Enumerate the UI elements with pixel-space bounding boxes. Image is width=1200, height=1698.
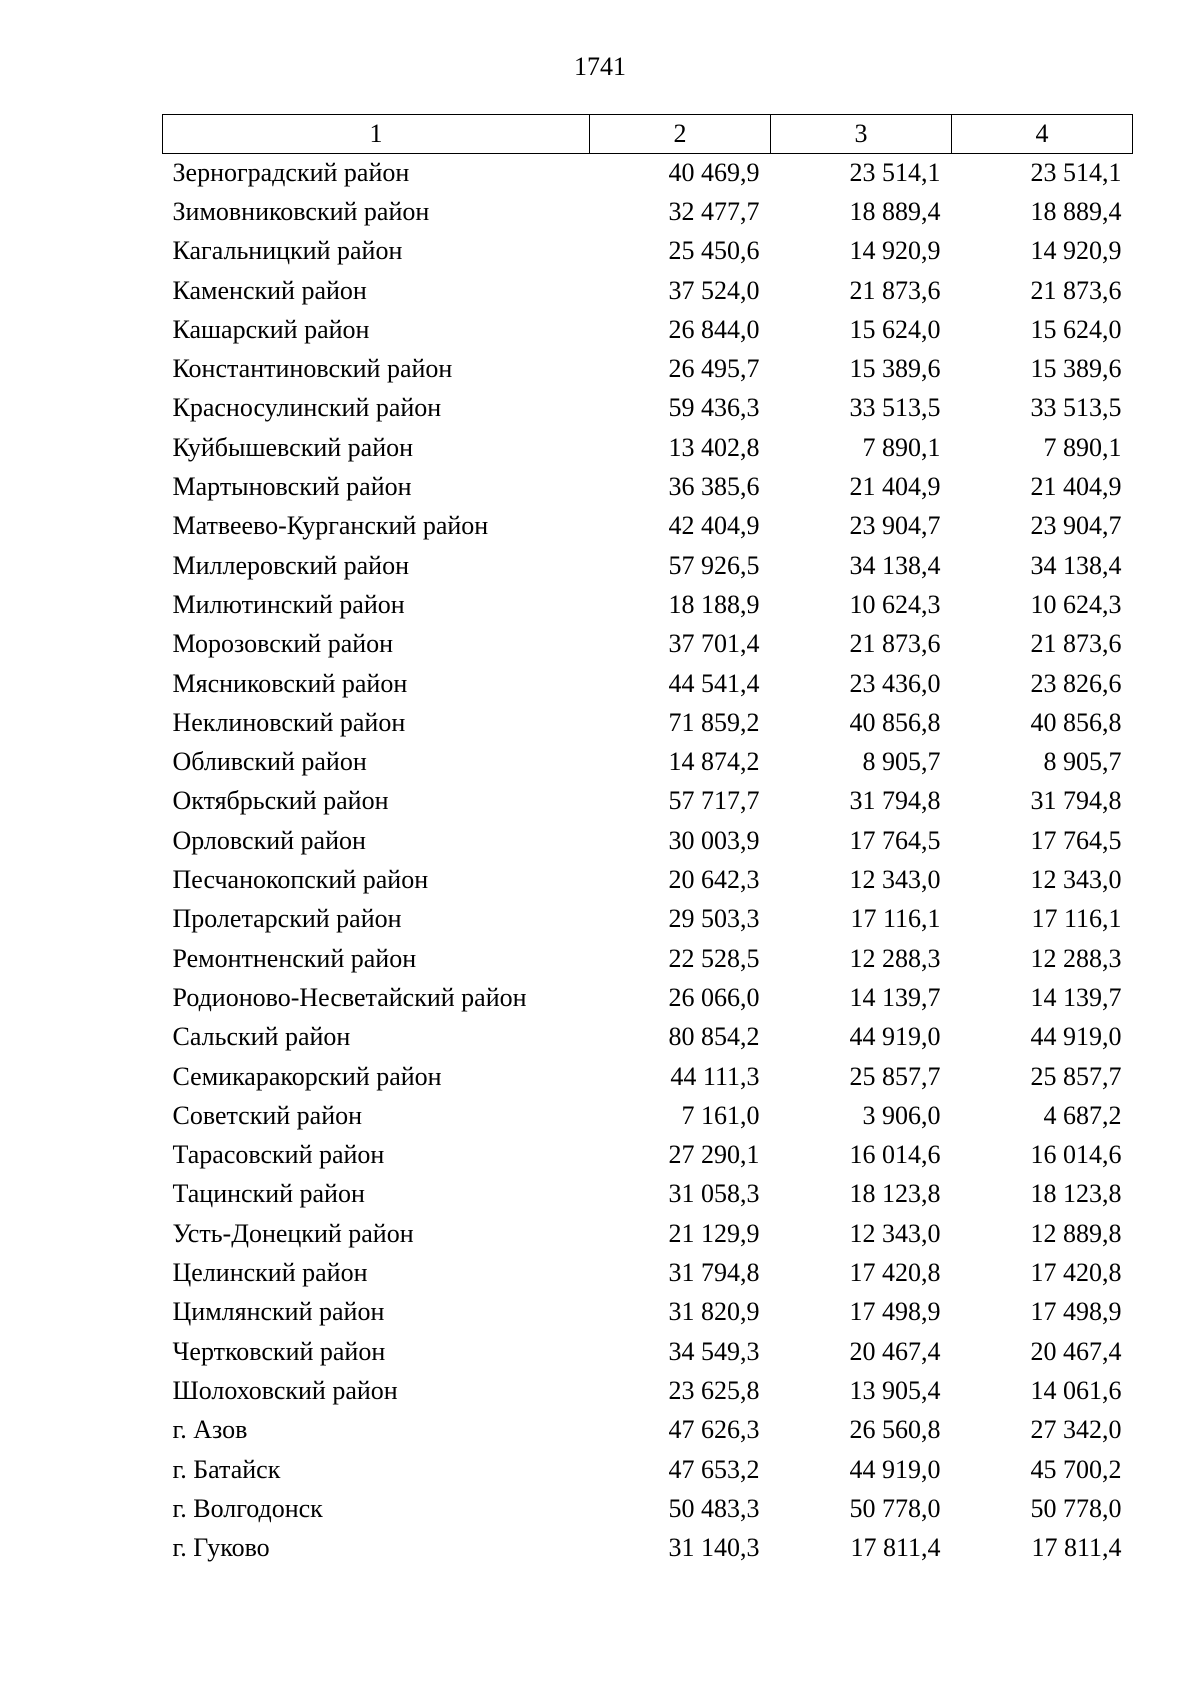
district-name-cell: Усть-Донецкий район [172, 1218, 414, 1248]
value-cell-col-2: 29 503,3 [668, 904, 760, 934]
district-name-cell: г. Волгодонск [172, 1493, 323, 1523]
value-cell-col-3: 14 139,7 [849, 982, 941, 1012]
table-row [163, 1174, 1133, 1213]
table-row [163, 585, 1133, 624]
value-cell-col-4: 23 826,6 [1030, 668, 1122, 698]
header-row [163, 115, 1133, 154]
value-cell-col-3: 17 764,5 [849, 825, 941, 855]
value-cell-col-4: 34 138,4 [1030, 550, 1122, 580]
value-cell-col-2: 37 701,4 [668, 629, 760, 659]
value-cell-col-4: 17 498,9 [1030, 1297, 1122, 1327]
value-cell-col-4: 8 905,7 [1043, 747, 1122, 777]
table-row [163, 978, 1133, 1017]
value-cell-col-4: 4 687,2 [1043, 1100, 1122, 1130]
value-cell-col-4: 18 123,8 [1030, 1179, 1122, 1209]
value-cell-col-3: 21 873,6 [849, 629, 941, 659]
value-cell-col-4: 50 778,0 [1030, 1493, 1122, 1523]
value-cell-col-2: 18 188,9 [668, 589, 760, 619]
value-cell-col-2: 36 385,6 [668, 472, 760, 502]
value-cell-col-3: 40 856,8 [849, 707, 941, 737]
table-row [163, 192, 1133, 231]
district-name-cell: Кагальницкий район [172, 236, 403, 266]
district-name-cell: Ремонтненский район [172, 943, 417, 973]
table-row [163, 349, 1133, 388]
value-cell-col-4: 40 856,8 [1030, 707, 1122, 737]
value-cell-col-3: 23 436,0 [849, 668, 941, 698]
value-cell-col-3: 21 873,6 [849, 275, 941, 305]
value-cell-col-3: 15 624,0 [849, 314, 941, 344]
value-cell-col-4: 25 857,7 [1030, 1061, 1122, 1091]
value-cell-col-4: 21 873,6 [1030, 629, 1122, 659]
value-cell-col-2: 26 066,0 [668, 982, 760, 1012]
district-name-cell: Морозовский район [172, 629, 394, 659]
table-row [163, 781, 1133, 820]
value-cell-col-3: 17 420,8 [849, 1258, 941, 1288]
page-number: 1741 [574, 52, 626, 81]
value-cell-col-2: 44 541,4 [668, 668, 760, 698]
value-cell-col-4: 14 139,7 [1030, 982, 1122, 1012]
table-row [163, 1017, 1133, 1056]
district-name-cell: Октябрьский район [172, 786, 389, 816]
table-row [163, 1450, 1133, 1489]
column-header-1: 1 [163, 115, 590, 154]
value-cell-col-3: 31 794,8 [849, 786, 941, 816]
value-cell-col-3: 7 890,1 [862, 432, 941, 462]
value-cell-col-2: 31 820,9 [668, 1297, 760, 1327]
table-body [163, 154, 1133, 1568]
district-name-cell: Целинский район [172, 1258, 368, 1288]
value-cell-col-3: 18 889,4 [849, 197, 941, 226]
value-cell-col-2: 37 524,0 [668, 275, 760, 305]
value-cell-col-3: 12 343,0 [849, 865, 941, 895]
value-cell-col-2: 23 625,8 [668, 1375, 760, 1405]
value-cell-col-4: 21 873,6 [1030, 275, 1122, 305]
table-row [163, 506, 1133, 545]
value-cell-col-2: 13 402,8 [668, 432, 760, 462]
column-header-4: 4 [952, 115, 1133, 154]
table-row [163, 821, 1133, 860]
table-row [163, 624, 1133, 663]
value-cell-col-4: 20 467,4 [1030, 1336, 1122, 1366]
value-cell-col-4: 16 014,6 [1030, 1140, 1122, 1170]
table-row [163, 1292, 1133, 1331]
table-row [163, 1135, 1133, 1174]
table-row [163, 742, 1133, 781]
value-cell-col-4: 45 700,2 [1030, 1454, 1122, 1484]
district-name-cell: Родионово-Несветайский район [172, 982, 527, 1012]
district-name-cell: Матвеево-Курганский район [172, 511, 489, 541]
value-cell-col-2: 34 549,3 [668, 1336, 760, 1366]
value-cell-col-2: 57 717,7 [668, 786, 760, 816]
value-cell-col-3: 23 514,1 [849, 158, 941, 187]
district-name-cell: Куйбышевский район [172, 432, 414, 462]
value-cell-col-2: 14 874,2 [668, 747, 760, 777]
value-cell-col-4: 17 420,8 [1030, 1258, 1122, 1288]
value-cell-col-4: 17 811,4 [1031, 1533, 1122, 1563]
value-cell-col-2: 71 859,2 [668, 707, 760, 737]
district-name-cell: Семикаракорский район [172, 1061, 442, 1091]
table-row [163, 231, 1133, 270]
value-cell-col-2: 26 495,7 [668, 354, 760, 384]
data-table-container [162, 114, 1132, 1567]
district-name-cell: Тарасовский район [172, 1140, 385, 1170]
table-header [163, 115, 1133, 154]
table-row [163, 1489, 1133, 1528]
table-row [163, 271, 1133, 310]
district-name-cell: Чертковский район [172, 1336, 386, 1366]
value-cell-col-2: 59 436,3 [668, 393, 760, 423]
value-cell-col-2: 30 003,9 [668, 825, 760, 855]
value-cell-col-3: 15 389,6 [849, 354, 941, 384]
district-name-cell: Мясниковский район [172, 668, 408, 698]
table-row [163, 1332, 1133, 1371]
district-name-cell: Тацинский район [172, 1179, 365, 1209]
value-cell-col-3: 14 920,9 [849, 236, 941, 266]
value-cell-col-3: 17 498,9 [849, 1297, 941, 1327]
value-cell-col-4: 21 404,9 [1030, 472, 1122, 502]
district-name-cell: Мартыновский район [172, 472, 412, 502]
value-cell-col-3: 12 288,3 [849, 943, 941, 973]
value-cell-col-4: 14 920,9 [1030, 236, 1122, 266]
table-row [163, 428, 1133, 467]
table-row [163, 388, 1133, 427]
value-cell-col-4: 17 764,5 [1030, 825, 1122, 855]
value-cell-col-4: 12 889,8 [1030, 1218, 1122, 1248]
district-name-cell: Шолоховский район [172, 1375, 398, 1405]
value-cell-col-3: 44 919,0 [849, 1454, 941, 1484]
value-cell-col-4: 15 389,6 [1030, 354, 1122, 384]
value-cell-col-2: 44 111,3 [670, 1061, 760, 1091]
value-cell-col-4: 33 513,5 [1030, 393, 1122, 423]
value-cell-col-2: 80 854,2 [668, 1022, 760, 1052]
table-row [163, 546, 1133, 585]
value-cell-col-4: 12 288,3 [1030, 943, 1122, 973]
district-name-cell: Сальский район [172, 1022, 351, 1052]
value-cell-col-3: 50 778,0 [849, 1493, 941, 1523]
value-cell-col-3: 17 811,4 [850, 1533, 941, 1563]
district-name-cell: Миллеровский район [172, 550, 410, 580]
table-row [163, 939, 1133, 978]
district-name-cell: Советский район [172, 1100, 363, 1130]
value-cell-col-3: 17 116,1 [850, 904, 941, 934]
table-row [163, 860, 1133, 899]
table-row [163, 1528, 1133, 1567]
district-name-cell: Милютинский район [172, 589, 405, 619]
table-row [163, 664, 1133, 703]
district-name-cell: Зерноградский район [172, 158, 410, 187]
value-cell-col-2: 25 450,6 [668, 236, 760, 266]
district-name-cell: Пролетарский район [172, 904, 402, 934]
district-name-cell: Зимовниковский район [172, 197, 430, 226]
value-cell-col-3: 26 560,8 [849, 1415, 941, 1445]
table-row [163, 1410, 1133, 1449]
value-cell-col-3: 3 906,0 [862, 1100, 941, 1130]
value-cell-col-2: 50 483,3 [668, 1493, 760, 1523]
value-cell-col-3: 8 905,7 [862, 747, 941, 777]
table-row [163, 1057, 1133, 1096]
value-cell-col-2: 42 404,9 [668, 511, 760, 541]
value-cell-col-4: 14 061,6 [1030, 1375, 1122, 1405]
value-cell-col-2: 57 926,5 [668, 550, 760, 580]
table-row [163, 1253, 1133, 1292]
district-name-cell: г. Гуково [172, 1533, 270, 1563]
table-row [163, 310, 1133, 349]
value-cell-col-4: 23 514,1 [1030, 158, 1122, 187]
value-cell-col-3: 23 904,7 [849, 511, 941, 541]
district-name-cell: Цимлянский район [172, 1297, 385, 1327]
value-cell-col-2: 20 642,3 [668, 865, 760, 895]
value-cell-col-4: 10 624,3 [1030, 589, 1122, 619]
value-cell-col-2: 40 469,9 [668, 158, 760, 187]
district-name-cell: Каменский район [172, 275, 367, 305]
value-cell-col-2: 7 161,0 [681, 1100, 760, 1130]
value-cell-col-4: 12 343,0 [1030, 865, 1122, 895]
district-name-cell: Орловский район [172, 825, 366, 855]
value-cell-col-2: 22 528,5 [668, 943, 760, 973]
value-cell-col-3: 12 343,0 [849, 1218, 941, 1248]
data-table [162, 114, 1133, 1567]
district-name-cell: г. Азов [172, 1415, 248, 1445]
value-cell-col-2: 27 290,1 [668, 1140, 760, 1170]
value-cell-col-3: 33 513,5 [849, 393, 941, 423]
table-row [163, 1371, 1133, 1410]
value-cell-col-4: 17 116,1 [1031, 904, 1122, 934]
district-name-cell: Обливский район [172, 747, 367, 777]
value-cell-col-3: 21 404,9 [849, 472, 941, 502]
value-cell-col-2: 31 058,3 [668, 1179, 760, 1209]
table-row [163, 1214, 1133, 1253]
value-cell-col-4: 18 889,4 [1030, 197, 1122, 226]
value-cell-col-3: 10 624,3 [849, 589, 941, 619]
district-name-cell: Неклиновский район [172, 707, 406, 737]
value-cell-col-4: 27 342,0 [1030, 1415, 1122, 1445]
value-cell-col-3: 18 123,8 [849, 1179, 941, 1209]
value-cell-col-3: 44 919,0 [849, 1022, 941, 1052]
value-cell-col-2: 31 794,8 [668, 1258, 760, 1288]
value-cell-col-3: 13 905,4 [849, 1375, 941, 1405]
column-header-2: 2 [590, 115, 771, 154]
value-cell-col-4: 23 904,7 [1030, 511, 1122, 541]
value-cell-col-4: 44 919,0 [1030, 1022, 1122, 1052]
district-name-cell: Красносулинский район [172, 393, 442, 423]
value-cell-col-3: 34 138,4 [849, 550, 941, 580]
value-cell-col-2: 26 844,0 [668, 314, 760, 344]
table-row [163, 467, 1133, 506]
district-name-cell: г. Батайск [172, 1454, 281, 1484]
value-cell-col-2: 47 626,3 [668, 1415, 760, 1445]
column-header-3: 3 [771, 115, 952, 154]
value-cell-col-4: 31 794,8 [1030, 786, 1122, 816]
table-row [163, 703, 1133, 742]
value-cell-col-3: 25 857,7 [849, 1061, 941, 1091]
district-name-cell: Константиновский район [172, 354, 453, 384]
value-cell-col-3: 20 467,4 [849, 1336, 941, 1366]
value-cell-col-2: 31 140,3 [668, 1533, 760, 1563]
district-name-cell: Кашарский район [172, 314, 370, 344]
table-row [163, 899, 1133, 938]
value-cell-col-2: 21 129,9 [668, 1218, 760, 1248]
table-row [163, 154, 1133, 193]
value-cell-col-2: 32 477,7 [668, 197, 760, 226]
value-cell-col-3: 16 014,6 [849, 1140, 941, 1170]
value-cell-col-4: 15 624,0 [1030, 314, 1122, 344]
district-name-cell: Песчанокопский район [172, 865, 429, 895]
value-cell-col-4: 7 890,1 [1043, 432, 1122, 462]
table-row [163, 1096, 1133, 1135]
value-cell-col-2: 47 653,2 [668, 1454, 760, 1484]
